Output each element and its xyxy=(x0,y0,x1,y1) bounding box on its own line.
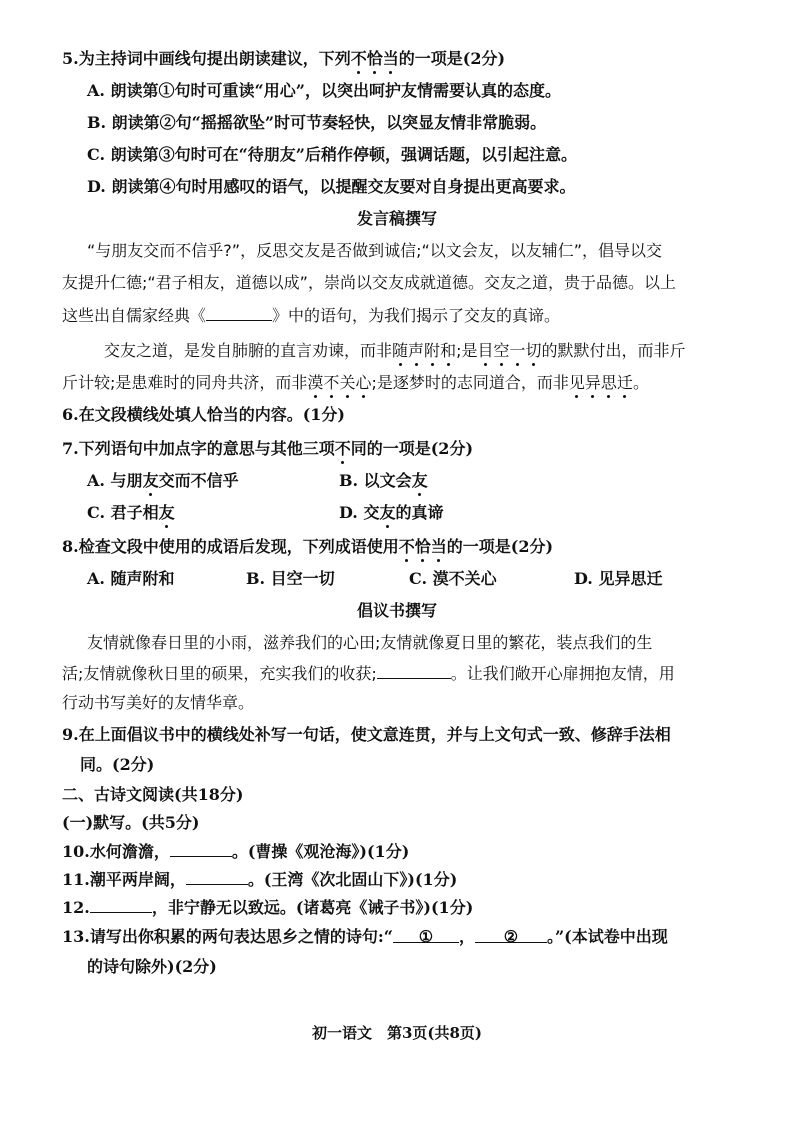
q13-line2: 的诗句除外)(2分) xyxy=(87,957,217,976)
q5-stem xyxy=(62,48,505,70)
q7-c-dot: 友 xyxy=(158,503,175,522)
q7-option-b xyxy=(339,470,428,492)
idiom-4 xyxy=(569,373,633,392)
q7-d-post: 的真谛 xyxy=(395,503,444,522)
dotted-char: 切 xyxy=(525,341,542,360)
proposal-blank[interactable] xyxy=(377,662,451,679)
q5-dot-char: 不 xyxy=(350,49,367,68)
q8-stem xyxy=(62,536,553,558)
q8-option-c: C. 漠不关心 xyxy=(409,569,497,588)
dotted-char: 附 xyxy=(424,341,441,360)
speech-p1-line1: “与朋友交而不信乎?”，反思交友是否做到诚信;“以文会友，以友辅仁”，倡导以交 xyxy=(87,241,663,260)
q7-b-dot: 友 xyxy=(411,471,428,490)
q5-dot-char: 当 xyxy=(382,49,399,68)
speech-title: 发言稿撰写 xyxy=(356,209,437,228)
q7-stem-text: 7.下列语句中加点字的意思与其他三项 xyxy=(62,439,335,458)
q7-stem-score: 同的一项是(2分) xyxy=(350,439,474,458)
q13-post: 。”(本试卷中出现 xyxy=(546,927,668,946)
q10-blank[interactable] xyxy=(170,840,232,857)
idiom-1 xyxy=(392,341,456,360)
dotted-char: 和 xyxy=(440,341,457,360)
speech-p1-line3 xyxy=(62,304,560,327)
q12-pre: 12. xyxy=(62,898,90,917)
dotted-char: 漠 xyxy=(307,373,324,392)
q13-blank-1[interactable]: ① xyxy=(393,926,459,943)
q7-b-pre: B. 以文会 xyxy=(339,471,412,490)
q8-stem-text: 8.检查文段中使用的成语后发现，下列成语使用 xyxy=(62,537,399,556)
q7-option-d xyxy=(339,502,443,524)
q10 xyxy=(62,840,409,863)
dotted-char: 不 xyxy=(323,373,340,392)
dotted-char: 一 xyxy=(509,341,526,360)
q10-post: 。(曹操《观沧海》)(1分) xyxy=(231,842,410,861)
idiom-2 xyxy=(477,341,541,360)
dotted-char: 迁 xyxy=(616,373,633,392)
q9-stem-line2: 同。(2分) xyxy=(80,755,155,774)
proposal-line2-post: 。让我们敞开心扉拥抱友情，用 xyxy=(450,664,675,683)
q8-dot-char: 恰 xyxy=(414,537,431,556)
dotted-char: 关 xyxy=(339,373,356,392)
q13-line1 xyxy=(62,926,668,948)
speech-p2-line1 xyxy=(104,340,686,362)
q12-blank[interactable] xyxy=(90,896,152,913)
q8-stem-score: 的一项是(2分) xyxy=(446,537,554,556)
idiom-dotted xyxy=(392,341,456,360)
q5-option-b: B. 朗读第②句“摇摇欲坠”时可节奏轻快，以突显友情非常脆弱。 xyxy=(87,113,547,132)
q7-option-a xyxy=(87,470,239,492)
speech-p1-line2: 友提升仁德;“君子相友，道德以成”，崇尚以交友成就道德。交友之道，贵于品德。以上 xyxy=(62,273,676,292)
q7-d-dot: 友 xyxy=(379,503,396,522)
idiom-3 xyxy=(307,373,371,392)
q8-option-d: D. 见异思迁 xyxy=(574,569,663,588)
q11-pre: 11.潮平两岸阔， xyxy=(62,870,186,889)
speech-p2-line2 xyxy=(62,372,649,394)
q5-option-c: C. 朗读第③句时可在“待朋友”后稍作停顿，强调话题，以引起注意。 xyxy=(87,145,578,164)
speech-p2-text: 斤计较;是患难时的同舟共济，而非 xyxy=(62,373,308,392)
q8-dot-char: 当 xyxy=(430,537,447,556)
q7-a-pre: A. 与朋 xyxy=(87,471,143,490)
q13-blank-2[interactable]: ② xyxy=(475,926,547,943)
dotted-char: 心 xyxy=(355,373,372,392)
q7-dot-char: 不 xyxy=(334,439,351,458)
q11-post: 。(王湾《次北固山下》)(1分) xyxy=(247,870,458,889)
speech-p2-text: 。 xyxy=(632,373,649,392)
q8-option-a: A. 随声附和 xyxy=(87,569,175,588)
dotted-char: 空 xyxy=(493,341,510,360)
q7-c-pre: C. 君子相 xyxy=(87,503,159,522)
page-footer: 初一语文 第3页(共8页) xyxy=(311,1024,483,1042)
q7-option-c xyxy=(87,502,175,524)
proposal-line2 xyxy=(62,662,675,685)
dotted-char: 声 xyxy=(408,341,425,360)
q7-a-post: 交而不信乎 xyxy=(158,471,239,490)
speech-p2-text: ;是 xyxy=(456,341,478,360)
speech-p2-text: 交友之道，是发自肺腑的直言劝谏，而非 xyxy=(104,341,393,360)
q7-stem xyxy=(62,438,473,460)
q5-stem-text: 5.为主持词中画线句提出朗读建议，下列 xyxy=(62,49,351,68)
proposal-line1: 友情就像春日里的小雨，滋养我们的心田;友情就像夏日里的繁花，装点我们的生 xyxy=(87,633,653,652)
q13-pre: 13.请写出你积累的两句表达思乡之情的诗句:“ xyxy=(62,927,393,946)
q8-dot-char: 不 xyxy=(398,537,415,556)
proposal-title: 倡议书撰写 xyxy=(356,601,437,620)
q5-option-a: A. 朗读第①句时可重读“用心”，以突出呵护友情需要认真的态度。 xyxy=(87,81,561,100)
q9-stem-line1: 9.在上面倡议书中的横线处补写一句话，使文意连贯，并与上文句式一致、修辞手法相 xyxy=(62,725,671,744)
q6-stem: 6.在文段横线处填人恰当的内容。(1分) xyxy=(62,405,345,424)
dotted-char: 见 xyxy=(568,373,585,392)
speech-p1-line3-pre: 这些出自儒家经典《 xyxy=(62,306,207,325)
q10-pre: 10.水何澹澹， xyxy=(62,842,170,861)
speech-p2-text: ;是逐梦时的志同道合，而非 xyxy=(371,373,569,392)
q12-post: ，非宁静无以致远。(诸葛亮《诫子书》)(1分) xyxy=(151,898,474,917)
dotted-char: 思 xyxy=(600,373,617,392)
q5-option-d: D. 朗读第④句时用感叹的语气，以提醒交友要对自身提出更高要求。 xyxy=(87,177,576,196)
speech-p2-text: 的默默付出，而非斤 xyxy=(541,341,686,360)
speech-p1-line3-post: 》中的语句，为我们揭示了交友的真谛。 xyxy=(272,306,561,325)
section2-title: 二、古诗文阅读(共18分) xyxy=(62,785,244,804)
q5-dot-char: 恰 xyxy=(366,49,383,68)
q7-a-dot: 友 xyxy=(142,471,159,490)
classic-name-blank[interactable] xyxy=(206,304,272,321)
dotted-char: 目 xyxy=(477,341,494,360)
sub1-title: (一)默写。(共5分) xyxy=(62,813,200,832)
proposal-line2-pre: 活;友情就像秋日里的硕果，充实我们的收获; xyxy=(62,664,377,683)
q5-stem-score: 的一项是(2分) xyxy=(398,49,506,68)
q11-blank[interactable] xyxy=(186,868,248,885)
proposal-line3: 行动书写美好的友情华章。 xyxy=(62,693,255,712)
dotted-char: 异 xyxy=(584,373,601,392)
q8-option-b: B. 目空一切 xyxy=(246,569,335,588)
q7-d-pre: D. 交 xyxy=(339,503,380,522)
q11 xyxy=(62,868,457,891)
dotted-char: 随 xyxy=(392,341,409,360)
q12 xyxy=(62,896,473,919)
q13-mid: ， xyxy=(458,927,475,946)
